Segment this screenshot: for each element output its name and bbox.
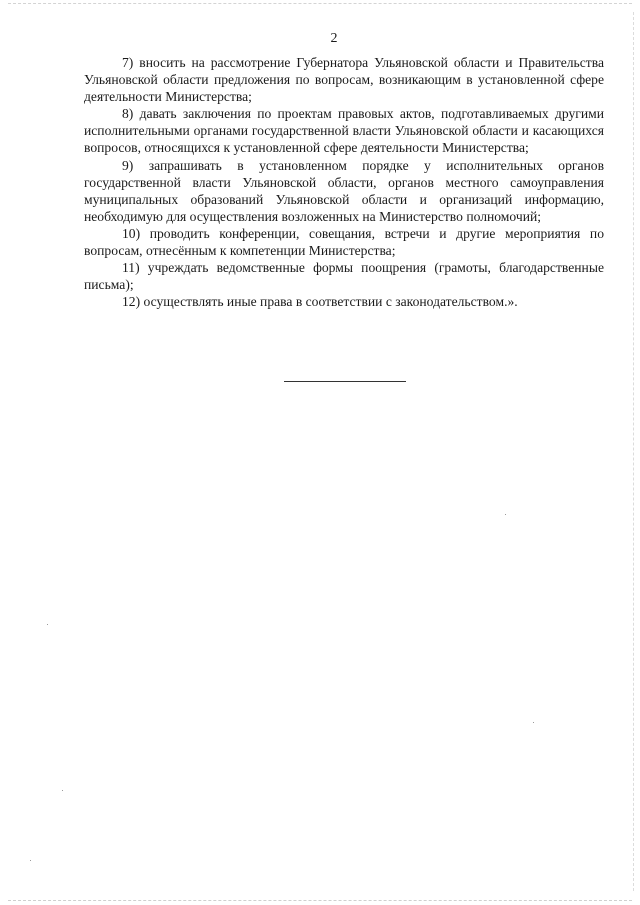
closing-rule-line (284, 381, 406, 382)
document-body (84, 54, 604, 310)
paragraph-item-12: 12) осуществлять иные права в соответствии с законодательством.». (122, 294, 518, 310)
scan-edge-right (633, 12, 634, 891)
scan-speck (505, 514, 506, 515)
scan-speck (30, 860, 31, 861)
page-number: 2 (330, 31, 338, 46)
scan-speck (47, 624, 48, 625)
paragraph-item-7: 7) вносить на рассмотрение Губернатора Ульяновской области и Правительства Ульяновской области предложения по вопросам, возникающим в установленной сфере деятельности Министерства; (84, 55, 604, 105)
paragraph-item-9: 9) запрашивать в установленном порядке у исполнительных органов государственной власти Ульяновской области, органов местного самоуправления муниципальных образований Ульяновской области и организаций информацию, необходимую для осуществления возложенных на Министерство полномочий; (84, 157, 604, 224)
paragraph-item-10: 10) проводить конференции, совещания, встречи и другие мероприятия по вопросам, отнесённым к компетенции Министерства; (84, 225, 604, 259)
scan-speck (62, 790, 63, 791)
paragraph-item-8: 8) давать заключения по проектам правовых актов, подготавливаемых другими исполнительными органами государственной власти Ульяновской области и касающихся вопросов, относящихся к установленной сфере деятельности Министерства; (84, 106, 604, 156)
scan-speck (533, 722, 534, 723)
scan-edge-top (8, 3, 632, 4)
paragraph-item-11: 11) учреждать ведомственные формы поощрения (грамоты, благодарственные письма); (84, 260, 604, 293)
scan-edge-bottom (8, 900, 632, 901)
